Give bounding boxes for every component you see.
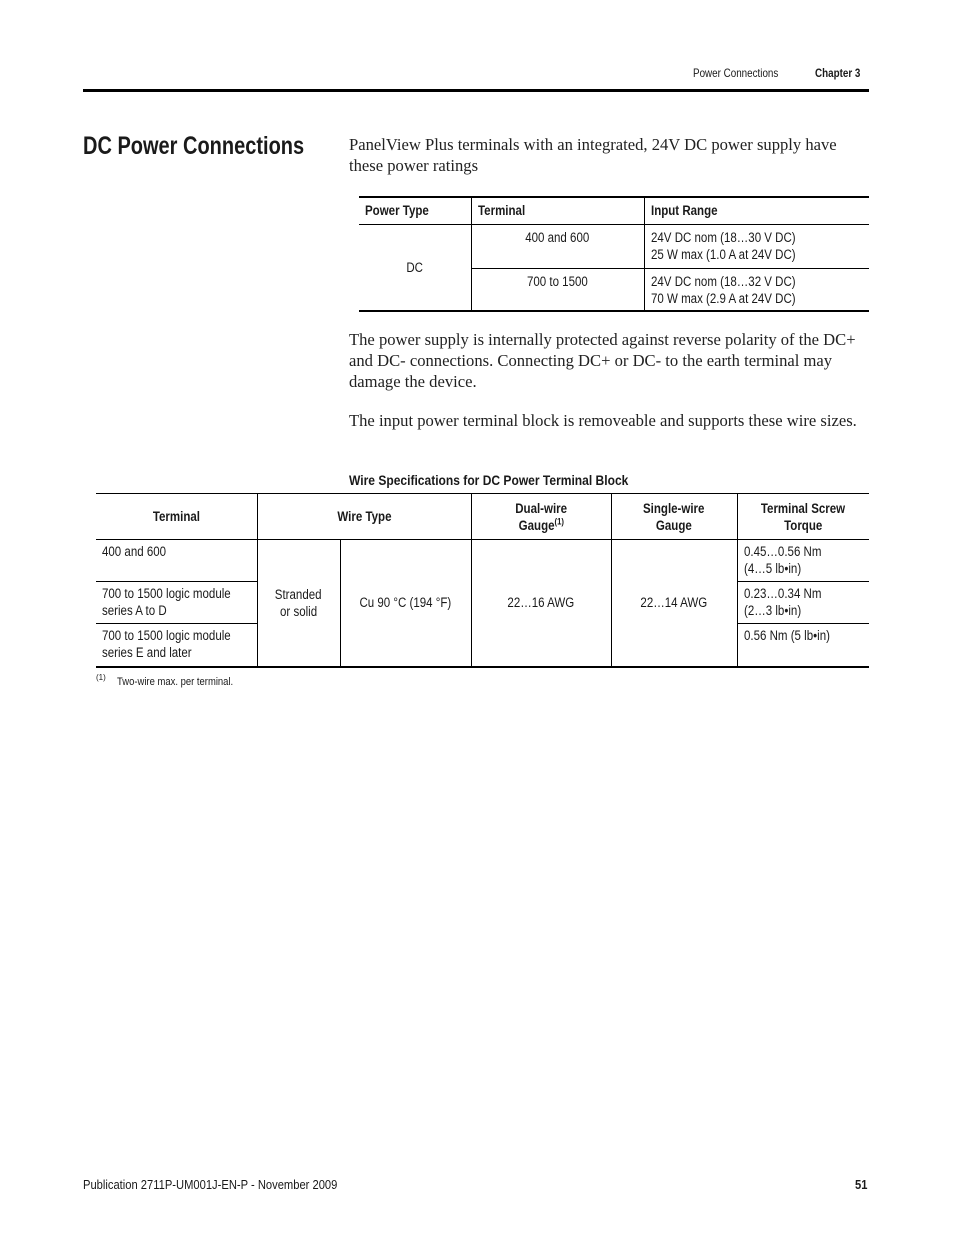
wire-table-caption: Wire Specifications for DC Power Terminal Block: [349, 472, 629, 488]
wire-header-terminal: Terminal: [152, 509, 200, 524]
terminal-block-paragraph: The input power terminal block is removeable and supports these wire sizes.: [349, 411, 857, 430]
wire-header-wire-type: Wire Type: [257, 494, 471, 540]
header-rule: [83, 89, 869, 92]
wire-kind-cell: Stranded or solid: [257, 540, 340, 667]
wire-material-cell: Cu 90 °C (194 °F): [340, 540, 471, 667]
footnote-text: Two-wire max. per terminal.: [117, 676, 234, 688]
wire-terminal-cell: 400 and 600: [102, 544, 167, 559]
wire-torque-cell: 0.23…0.34 Nm (2…3 lb•in): [737, 582, 869, 624]
footnote-marker: (1): [96, 673, 106, 682]
ratings-power-type-cell: DC: [359, 224, 471, 311]
footer-publication: Publication 2711P-UM001J-EN-P - November 2009: [83, 1177, 338, 1192]
wire-terminal-cell: 700 to 1500 logic module series A to D: [102, 586, 231, 618]
ratings-terminal-cell: 700 to 1500: [471, 268, 644, 311]
wire-header-dual-gauge: Dual-wire Gauge$^{(1)}$: [471, 494, 611, 540]
wire-single-gauge-cell: 22…14 AWG: [611, 540, 737, 667]
footer-page-number: 51: [855, 1177, 868, 1192]
wire-terminal-cell: 700 to 1500 logic module series E and later: [102, 628, 231, 660]
ratings-header-terminal: Terminal: [471, 197, 644, 224]
ratings-range-cell: 24V DC nom (18…30 V DC) 25 W max (1.0 A at 24V DC): [644, 224, 869, 268]
footnote-reference: (1): [554, 516, 564, 527]
wire-dual-gauge-cell: 22…16 AWG: [471, 540, 611, 667]
ratings-header-power-type: Power Type: [365, 203, 429, 219]
header-section-title: Power Connections: [693, 66, 779, 80]
intro-paragraph: PanelView Plus terminals with an integrated, 24V DC power supply have these power ratings: [349, 135, 837, 175]
wire-header-single-gauge: Single-wire Gauge: [611, 494, 737, 540]
wire-specifications-table: [96, 493, 869, 668]
wire-torque-cell: 0.45…0.56 Nm (4…5 lb•in): [737, 540, 869, 582]
header-chapter-label: Chapter 3: [815, 66, 861, 80]
ratings-terminal-cell: 400 and 600: [471, 224, 644, 268]
wire-header-torque: Terminal Screw Torque: [737, 494, 869, 540]
page-title: DC Power Connections: [83, 132, 305, 160]
wire-torque-cell: 0.56 Nm (5 lb•in): [737, 624, 869, 667]
ratings-header-input-range: Input Range: [644, 197, 869, 224]
protection-paragraph: The power supply is internally protected against reverse polarity of the DC+ and DC- connections. Connecting DC+ or DC- to the earth terminal may damage the device.: [349, 330, 856, 391]
power-ratings-table: [359, 196, 869, 312]
ratings-range-cell: 24V DC nom (18…32 V DC) 70 W max (2.9 A at 24V DC): [644, 268, 869, 311]
